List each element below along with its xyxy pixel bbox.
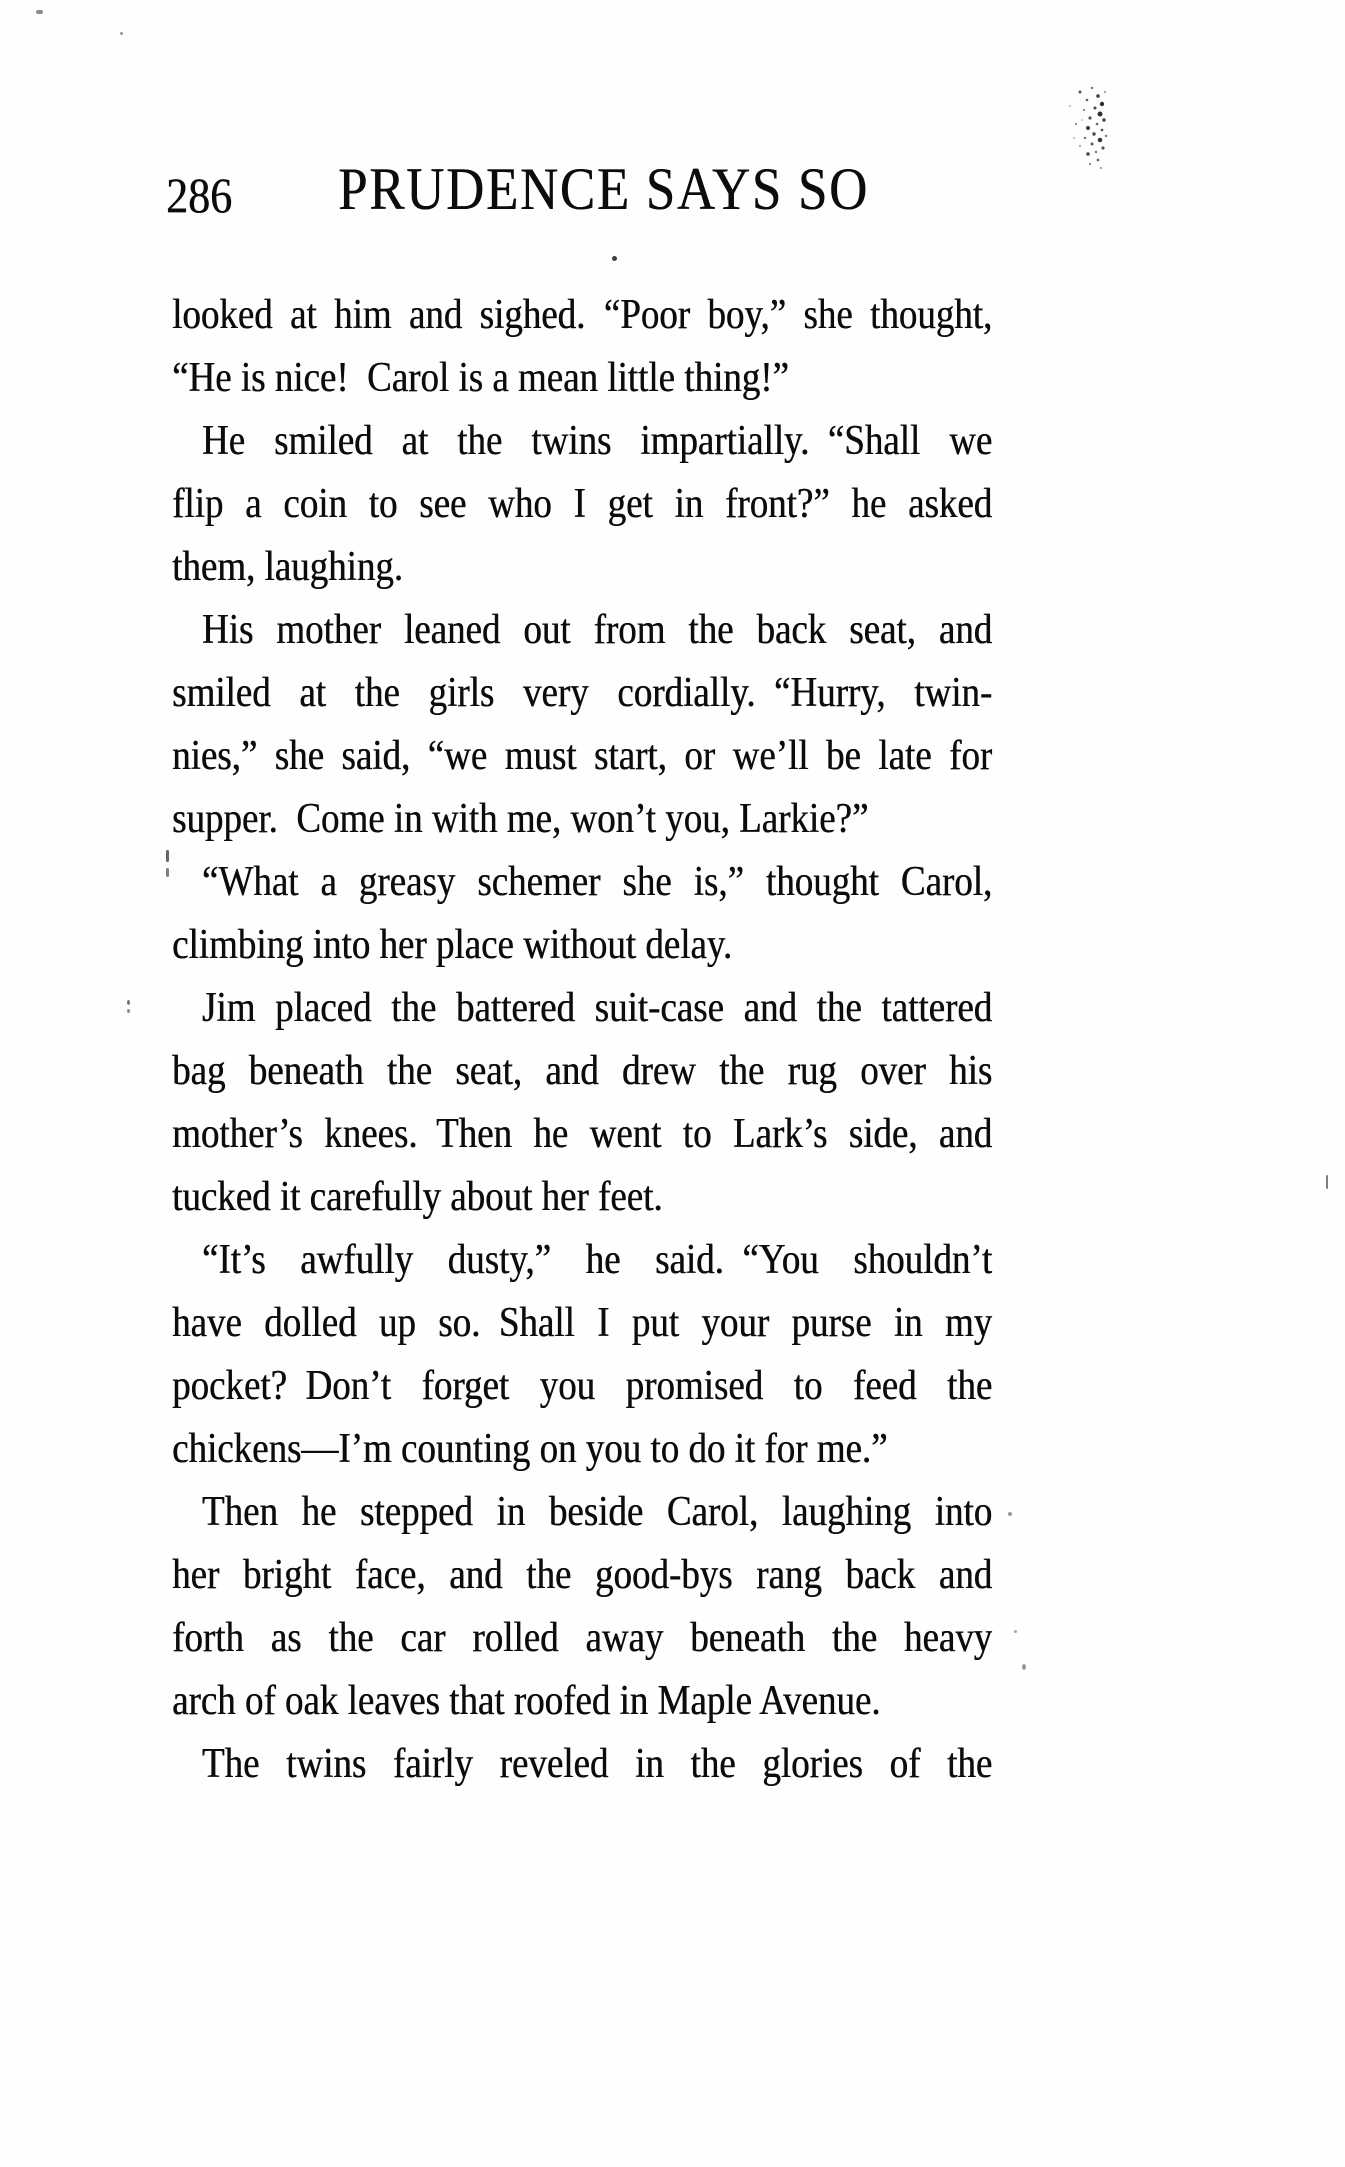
scan-speck <box>36 10 43 14</box>
text-line: bag beneath the seat, and drew the rug over his <box>172 1048 993 1094</box>
text-line: He smiled at the twins impartially. “Shall we <box>201 418 993 464</box>
running-header-title: PRUDENCE SAYS SO <box>338 156 869 222</box>
text-line: pocket? Don’t forget you promised to feed the <box>172 1363 993 1409</box>
text-line: nies,” she said, “we must start, or we’ll be late for <box>172 733 993 779</box>
text-line: tucked it carefully about her feet. <box>172 1174 663 1220</box>
scan-speck <box>166 868 169 877</box>
text-line: “It’s awfully dusty,” he said. “You shouldn’t <box>201 1237 993 1283</box>
page-number: 286 <box>166 167 232 223</box>
scan-speck <box>1326 1175 1328 1189</box>
text-line: looked at him and sighed. “Poor boy,” she thought, <box>172 292 993 338</box>
text-line: His mother leaned out from the back seat, and <box>201 607 993 653</box>
scan-speck <box>166 850 169 862</box>
text-line: flip a coin to see who I get in front?” he asked <box>172 481 993 527</box>
text-line: forth as the car rolled away beneath the heavy <box>172 1615 993 1661</box>
scan-speck <box>127 1000 130 1005</box>
body-text-block <box>172 284 1104 1796</box>
text-line: “He is nice! Carol is a mean little thing!” <box>172 355 789 401</box>
text-line: “What a greasy schemer she is,” thought Carol, <box>201 859 993 905</box>
text-line: her bright face, and the good-bys rang back and <box>172 1552 993 1598</box>
text-line: chickens—I’m counting on you to do it for me.” <box>172 1426 888 1472</box>
text-line: mother’s knees. Then he went to Lark’s side, and <box>172 1111 993 1157</box>
text-line: have dolled up so. Shall I put your purse in my <box>172 1300 993 1346</box>
text-line: supper. Come in with me, won’t you, Larkie?” <box>172 796 869 842</box>
text-line: arch of oak leaves that roofed in Maple Avenue. <box>172 1678 881 1724</box>
scan-speck <box>120 32 123 35</box>
text-line: The twins fairly reveled in the glories of the <box>201 1741 993 1787</box>
text-line: smiled at the girls very cordially. “Hurry, twin- <box>172 670 993 716</box>
scan-speck <box>612 256 617 261</box>
ink-smudge-artifact <box>1040 80 1110 175</box>
text-line: Jim placed the battered suit-case and the tattered <box>201 985 993 1031</box>
scan-speck <box>127 1009 130 1013</box>
text-line: Then he stepped in beside Carol, laughing into <box>201 1489 993 1535</box>
text-line: them, laughing. <box>172 544 403 590</box>
text-line: climbing into her place without delay. <box>172 922 733 968</box>
